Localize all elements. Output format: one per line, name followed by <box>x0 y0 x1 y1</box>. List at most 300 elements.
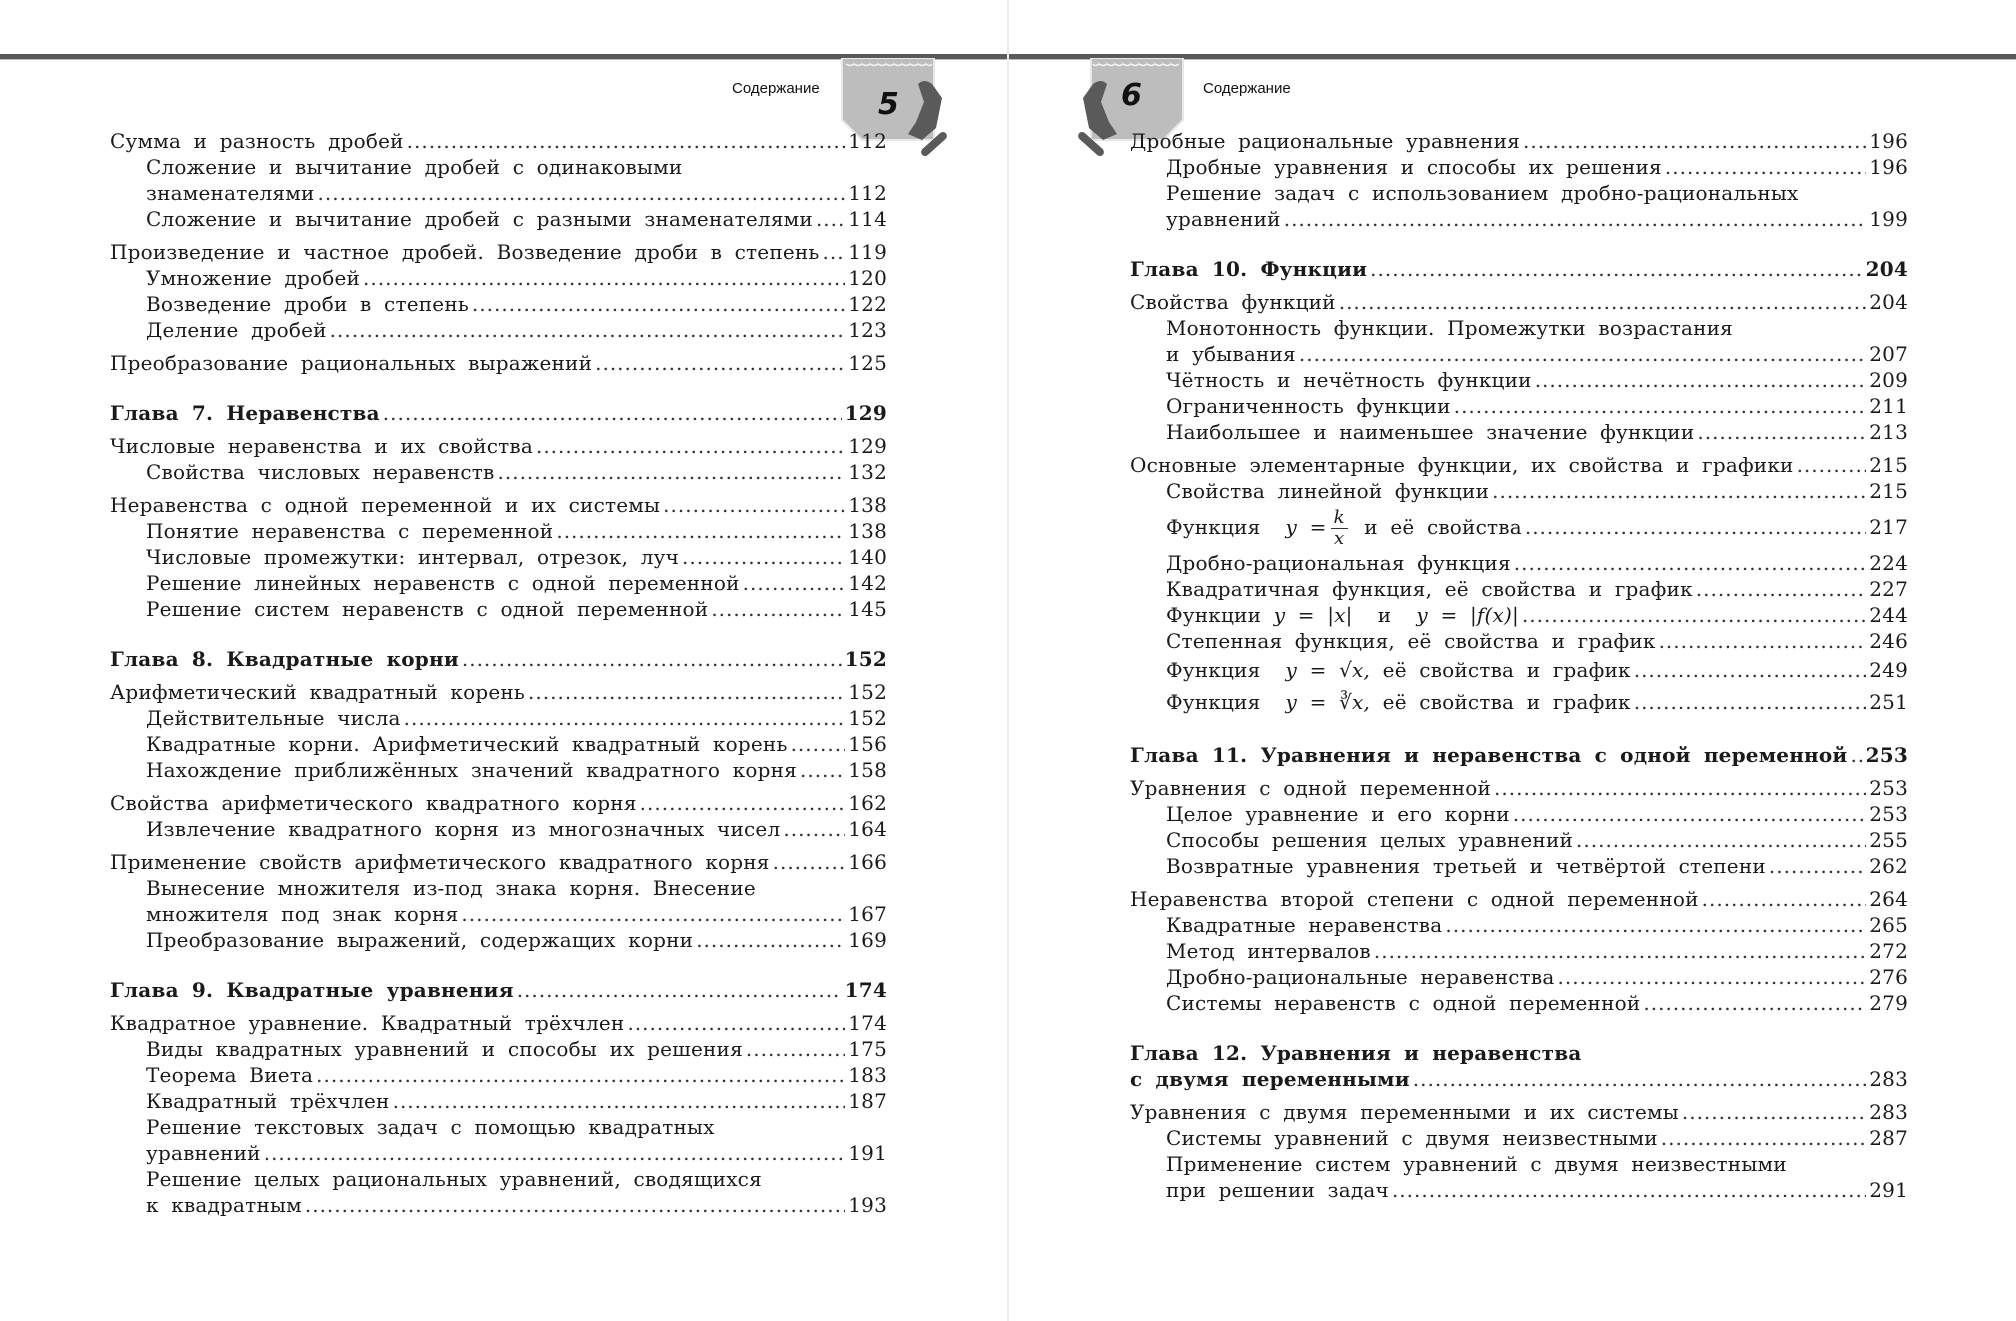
page-ref: 227 <box>1869 577 1908 601</box>
dot-leader <box>1769 853 1866 879</box>
dot-leader <box>393 1088 846 1114</box>
page-ref: 196 <box>1869 129 1908 153</box>
entry-title: Преобразование выражений, содержащих корни <box>146 928 694 952</box>
page-ref: 253 <box>1869 776 1908 800</box>
toc-entry[interactable] <box>110 317 887 343</box>
entry-title: Решение целых рациональных уравнений, сводящихся <box>146 1167 762 1191</box>
toc-entry[interactable] <box>1130 478 1908 504</box>
toc-entry[interactable] <box>110 1062 887 1088</box>
dot-leader <box>1697 419 1866 445</box>
page-ref: 191 <box>848 1141 887 1165</box>
entry-title: Решение систем неравенств с одной переменной <box>146 597 709 621</box>
toc-entry[interactable] <box>1130 775 1908 801</box>
left-page <box>0 0 1007 1321</box>
entry-title: Квадратные неравенства <box>1166 913 1443 937</box>
page-ref: 166 <box>848 850 887 874</box>
entry-title: Системы уравнений с двумя неизвестными <box>1166 1126 1658 1150</box>
page-ref: 142 <box>848 571 887 595</box>
toc-entry[interactable] <box>110 433 887 459</box>
formula: y = √x, <box>1285 658 1371 682</box>
toc-entry[interactable] <box>110 849 887 875</box>
dot-leader <box>1525 504 1866 550</box>
dot-leader <box>1535 367 1867 393</box>
toc-chapter-heading[interactable] <box>1130 256 1908 282</box>
toc-entry[interactable] <box>1130 686 1908 718</box>
entry-title: Извлечение квадратного корня из многозначных чисел <box>146 817 781 841</box>
entry-title: Виды квадратных уравнений и способы их решения <box>146 1037 743 1061</box>
entry-title: Глава 10. Функции <box>1130 257 1368 281</box>
dot-leader <box>1370 256 1862 282</box>
entry-title: Решение линейных неравенств с одной переменной <box>146 571 740 595</box>
page-ref: 209 <box>1869 368 1908 392</box>
entry-title: Свойства числовых неравенств <box>146 460 495 484</box>
toc-entry[interactable] <box>1130 154 1908 180</box>
dot-leader <box>1374 938 1866 964</box>
entry-title: Ограниченность функции <box>1166 394 1451 418</box>
page-ref: 255 <box>1869 828 1908 852</box>
dot-leader <box>536 433 845 459</box>
entry-title: с двумя переменными <box>1130 1067 1410 1091</box>
page-ref: 272 <box>1869 939 1908 963</box>
page-ref: 283 <box>1869 1067 1908 1091</box>
toc-chapter-heading[interactable] <box>110 977 887 1003</box>
page-ref: 249 <box>1869 658 1908 682</box>
page-ref: 183 <box>848 1063 887 1087</box>
page-ref: 204 <box>1869 290 1908 314</box>
toc-entry[interactable] <box>1130 128 1908 154</box>
toc-entry[interactable] <box>1130 827 1908 853</box>
dot-leader <box>1454 393 1867 419</box>
entry-title: Дробные рациональные уравнения <box>1130 129 1521 153</box>
entry-title: x <box>1333 528 1345 549</box>
dot-leader <box>773 849 846 875</box>
entry-title: Уравнения с одной переменной <box>1130 776 1492 800</box>
toc-entry[interactable] <box>1130 964 1908 990</box>
entry-title: Монотонность функции. Промежутки возрастания <box>1166 316 1733 340</box>
fraction-formula <box>1331 508 1348 549</box>
page-number: 6 <box>1121 78 1142 113</box>
page-ref: 158 <box>848 758 887 782</box>
dot-leader <box>1392 1177 1866 1203</box>
entry-title: Глава 9. Квадратные уравнения <box>110 978 514 1002</box>
toc-entry[interactable] <box>1130 1151 1908 1177</box>
page-ref: 193 <box>848 1193 887 1217</box>
dot-leader <box>1494 775 1866 801</box>
toc-entry[interactable] <box>110 705 887 731</box>
entry-title: Дробные уравнения и способы их решения <box>1166 155 1662 179</box>
dot-leader <box>1659 628 1867 654</box>
toc-entry[interactable] <box>1130 801 1908 827</box>
toc-entry[interactable] <box>110 291 887 317</box>
toc-entry[interactable] <box>110 596 887 622</box>
toc-entry[interactable] <box>1130 1125 1908 1151</box>
entry-title: Теорема Виета <box>146 1063 314 1087</box>
entry-title: Умножение дробей <box>146 266 361 290</box>
toc-entry[interactable] <box>110 265 887 291</box>
toc-entry[interactable] <box>1130 654 1908 686</box>
toc-entry[interactable] <box>1130 504 1908 550</box>
entry-title: Сумма и разность дробей <box>110 129 404 153</box>
formula: y = <box>1285 515 1327 539</box>
dot-leader <box>696 927 845 953</box>
toc-entry[interactable] <box>110 1114 887 1140</box>
page-ref: 129 <box>844 401 887 425</box>
page-ref: 119 <box>848 240 887 264</box>
entry-title: Функция <box>1166 515 1261 539</box>
entry-title: Применение систем уравнений с двумя неизвестными <box>1166 1152 1787 1176</box>
toc-entry[interactable] <box>110 1166 887 1192</box>
page-ref: 224 <box>1869 551 1908 575</box>
dot-leader <box>1797 452 1867 478</box>
entry-title: Нахождение приближённых значений квадратного корня <box>146 758 797 782</box>
toc-entry[interactable] <box>110 1036 887 1062</box>
toc-entry[interactable] <box>110 350 887 376</box>
dot-leader <box>1665 154 1866 180</box>
entry-title: Решение текстовых задач с помощью квадратных <box>146 1115 715 1139</box>
entry-title: Основные элементарные функции, их свойства и графики <box>1130 453 1794 477</box>
page-ref: 120 <box>848 266 887 290</box>
dot-leader <box>1513 801 1866 827</box>
dot-leader <box>1661 1125 1866 1151</box>
toc-entry[interactable] <box>110 927 887 953</box>
page-ref: 156 <box>848 732 887 756</box>
formula: y = |f(x)| <box>1416 603 1519 627</box>
toc-entry[interactable] <box>110 239 887 265</box>
page-ref: 138 <box>848 493 887 517</box>
toc-entry[interactable] <box>1130 1099 1908 1125</box>
dot-leader <box>528 679 845 705</box>
dot-leader <box>404 705 846 731</box>
entry-title: знаменателями <box>146 181 315 205</box>
formula: y = |x| <box>1273 603 1353 627</box>
toc-list-right <box>1130 128 1908 1203</box>
page-ref: 174 <box>848 1011 887 1035</box>
page-ref: 215 <box>1869 453 1908 477</box>
dot-leader <box>316 1062 845 1088</box>
page-ref: 264 <box>1869 887 1908 911</box>
toc-entry[interactable] <box>110 731 887 757</box>
page-ref: 262 <box>1869 854 1908 878</box>
page-ref: 287 <box>1869 1126 1908 1150</box>
toc-chapter-heading[interactable] <box>1130 742 1908 768</box>
dot-leader <box>1576 827 1866 853</box>
dot-leader <box>383 400 842 426</box>
entry-title: Числовые неравенства и их свойства <box>110 434 533 458</box>
entry-title: Наибольшее и наименьшее значение функции <box>1166 420 1695 444</box>
entry-title: Возведение дроби в степень <box>146 292 469 316</box>
dot-leader <box>1558 964 1867 990</box>
entry-title: Функция <box>1166 690 1261 714</box>
toc-entry[interactable] <box>1130 886 1908 912</box>
toc-entry[interactable] <box>1130 180 1908 206</box>
toc-entry-continuation[interactable] <box>1130 1177 1908 1203</box>
dot-leader <box>783 816 845 842</box>
toc-entry[interactable] <box>110 128 887 154</box>
page-ref: 129 <box>848 434 887 458</box>
entry-title: Сложение и вычитание дробей с разными знаменателями <box>146 207 813 231</box>
dot-leader <box>743 570 846 596</box>
dot-leader <box>305 1192 845 1218</box>
dot-leader <box>1696 576 1866 602</box>
toc-entry-continuation[interactable] <box>110 1140 887 1166</box>
toc-entry-continuation[interactable] <box>110 180 887 206</box>
dot-leader <box>1492 478 1866 504</box>
page-number: 5 <box>878 87 899 122</box>
entry-title: Квадратичная функция, её свойства и график <box>1166 577 1693 601</box>
dot-leader <box>791 731 846 757</box>
entry-title: Применение свойств арифметического квадратного корня <box>110 850 770 874</box>
toc-entry[interactable] <box>110 816 887 842</box>
entry-title: Функции <box>1166 603 1262 627</box>
page-ref: 125 <box>848 351 887 375</box>
page-ref: 211 <box>1869 394 1908 418</box>
entry-title: Неравенства второй степени с одной переменной <box>1130 887 1699 911</box>
dot-leader <box>1522 602 1866 628</box>
dot-leader <box>363 265 845 291</box>
page-ref: 204 <box>1865 257 1908 281</box>
toc-list-left <box>110 128 887 1218</box>
page-ref: 152 <box>848 706 887 730</box>
dot-leader <box>663 492 845 518</box>
dot-leader <box>640 790 846 816</box>
entry-title: и убывания <box>1166 342 1296 366</box>
dot-leader <box>1850 742 1862 768</box>
toc-entry[interactable] <box>1130 367 1908 393</box>
toc-entry[interactable] <box>110 790 887 816</box>
page-ref: 244 <box>1869 603 1908 627</box>
page-ref: 122 <box>848 292 887 316</box>
toc-entry[interactable] <box>1130 938 1908 964</box>
dot-leader <box>462 646 842 672</box>
toc-entry[interactable] <box>110 459 887 485</box>
toc-entry[interactable] <box>110 492 887 518</box>
dot-leader <box>1634 686 1867 718</box>
entry-title: и <box>1377 603 1392 627</box>
dot-leader <box>1514 550 1866 576</box>
entry-title: уравнений <box>146 1141 261 1165</box>
toc-entry[interactable] <box>110 679 887 705</box>
toc-chapter-heading-continuation[interactable] <box>1130 1066 1908 1092</box>
page-ref: 253 <box>1865 743 1908 767</box>
entry-title: Свойства линейной функции <box>1166 479 1490 503</box>
entry-title: Возвратные уравнения третьей и четвёртой степени <box>1166 854 1766 878</box>
toc-entry[interactable] <box>1130 550 1908 576</box>
toc-entry-continuation[interactable] <box>110 901 887 927</box>
dot-leader <box>1284 206 1867 232</box>
page-ref: 291 <box>1869 1178 1908 1202</box>
entry-title: Преобразование рациональных выражений <box>110 351 593 375</box>
page-ref: 283 <box>1869 1100 1908 1124</box>
entry-title <box>1166 654 1631 686</box>
toc-entry[interactable] <box>1130 393 1908 419</box>
page-ref: 199 <box>1869 207 1908 231</box>
entry-title: Целое уравнение и его корни <box>1166 802 1510 826</box>
entry-title: и её свойства <box>1364 515 1522 539</box>
page-ref: 174 <box>844 978 887 1002</box>
entry-title: Дробно-рациональные неравенства <box>1166 965 1555 989</box>
toc-entry[interactable] <box>1130 912 1908 938</box>
dot-leader <box>1634 654 1867 686</box>
entry-title: множителя под знак корня <box>146 902 459 926</box>
page-ref: 152 <box>848 680 887 704</box>
page-ref: 112 <box>848 129 887 153</box>
dot-leader <box>461 901 845 927</box>
toc-entry[interactable] <box>110 154 887 180</box>
dot-leader <box>682 544 845 570</box>
page-ref: 215 <box>1869 479 1908 503</box>
page-ref: 167 <box>848 902 887 926</box>
dot-leader <box>517 977 842 1003</box>
entry-title: её свойства и график <box>1382 690 1631 714</box>
dot-leader <box>823 239 846 265</box>
page-ref: 123 <box>848 318 887 342</box>
entry-title: Квадратный трёхчлен <box>146 1089 390 1113</box>
toc-chapter-heading[interactable] <box>110 400 887 426</box>
toc-entry-continuation[interactable] <box>1130 206 1908 232</box>
page-ref: 152 <box>844 647 887 671</box>
running-title: Содержание <box>732 80 820 97</box>
toc-entry[interactable] <box>110 757 887 783</box>
entry-title: Свойства арифметического квадратного корня <box>110 791 637 815</box>
dot-leader <box>498 459 846 485</box>
entry-title: Уравнения с двумя переменными и их системы <box>1130 1100 1679 1124</box>
entry-title: Решение задач с использованием дробно-рациональных <box>1166 181 1799 205</box>
dot-leader <box>1523 128 1866 154</box>
dot-leader <box>1682 1099 1866 1125</box>
entry-title: Действительные числа <box>146 706 401 730</box>
right-page <box>1009 0 2016 1321</box>
entry-title: k <box>1331 508 1348 529</box>
dot-leader <box>595 350 845 376</box>
dot-leader <box>800 757 845 783</box>
entry-title: Метод интервалов <box>1166 939 1371 963</box>
entry-title: Деление дробей <box>146 318 327 342</box>
page-ref: 265 <box>1869 913 1908 937</box>
entry-title: Системы неравенств с одной переменной <box>1166 991 1641 1015</box>
page-ref: 279 <box>1869 991 1908 1015</box>
page-ref: 164 <box>848 817 887 841</box>
entry-title: Глава 11. Уравнения и неравенства с одной переменной <box>1130 743 1848 767</box>
page-ref: 251 <box>1869 690 1908 714</box>
page-ref: 140 <box>848 545 887 569</box>
page-ref: 207 <box>1869 342 1908 366</box>
entry-title: Чётность и нечётность функции <box>1166 368 1532 392</box>
entry-title: Числовые промежутки: интервал, отрезок, луч <box>146 545 680 569</box>
dot-leader <box>746 1036 845 1062</box>
dot-leader <box>1413 1066 1866 1092</box>
toc-entry-continuation[interactable] <box>110 1192 887 1218</box>
dot-leader <box>264 1140 846 1166</box>
toc-entry[interactable] <box>1130 628 1908 654</box>
dot-leader <box>711 596 845 622</box>
toc-entry[interactable] <box>110 544 887 570</box>
dot-leader <box>1339 289 1867 315</box>
page-ref: 196 <box>1869 155 1908 179</box>
entry-title: Свойства функций <box>1130 290 1336 314</box>
toc-entry[interactable] <box>1130 452 1908 478</box>
entry-title <box>1166 504 1522 550</box>
dot-leader <box>1299 341 1866 367</box>
dot-leader <box>1643 990 1866 1016</box>
page-ref: 162 <box>848 791 887 815</box>
entry-title: Неравенства с одной переменной и их системы <box>110 493 661 517</box>
dot-leader <box>816 206 845 232</box>
running-title: Содержание <box>1203 80 1291 97</box>
page-ref: 169 <box>848 928 887 952</box>
entry-title: Дробно-рациональная функция <box>1166 551 1511 575</box>
dot-leader <box>627 1010 845 1036</box>
page-ref: 276 <box>1869 965 1908 989</box>
entry-title: Функция <box>1166 658 1261 682</box>
toc-entry[interactable] <box>1130 576 1908 602</box>
toc-entry[interactable] <box>1130 853 1908 879</box>
dot-leader <box>330 317 846 343</box>
toc-chapter-heading[interactable] <box>1130 1040 1908 1066</box>
page-ref: 246 <box>1869 629 1908 653</box>
entry-title: её свойства и график <box>1382 658 1631 682</box>
entry-title: Сложение и вычитание дробей с одинаковыми <box>146 155 683 179</box>
page-ref: 175 <box>848 1037 887 1061</box>
entry-title: к квадратным <box>146 1193 302 1217</box>
entry-title: Квадратные корни. Арифметический квадратный корень <box>146 732 788 756</box>
page-ref: 145 <box>848 597 887 621</box>
page-ref: 213 <box>1869 420 1908 444</box>
toc-entry[interactable] <box>1130 315 1908 341</box>
toc-entry[interactable] <box>110 570 887 596</box>
dot-leader <box>1702 886 1867 912</box>
page-ref: 217 <box>1869 515 1908 539</box>
entry-title: при решении задач <box>1166 1178 1389 1202</box>
page-ref: 138 <box>848 519 887 543</box>
formula: y = ∛x, <box>1285 690 1371 714</box>
page-ref: 132 <box>848 460 887 484</box>
page-ref: 187 <box>848 1089 887 1113</box>
toc-entry[interactable] <box>1130 990 1908 1016</box>
toc-entry[interactable] <box>1130 602 1908 628</box>
entry-title <box>1166 602 1519 628</box>
toc-entry[interactable] <box>110 1010 887 1036</box>
toc-entry[interactable] <box>1130 419 1908 445</box>
toc-entry[interactable] <box>110 518 887 544</box>
entry-title: уравнений <box>1166 207 1281 231</box>
dot-leader <box>472 291 845 317</box>
entry-title: Произведение и частное дробей. Возведение дроби в степень <box>110 240 820 264</box>
entry-title: Понятие неравенства с переменной <box>146 519 554 543</box>
dot-leader <box>556 518 845 544</box>
toc-chapter-heading[interactable] <box>110 646 887 672</box>
dot-leader <box>1445 912 1866 938</box>
toc-entry[interactable] <box>1130 289 1908 315</box>
page-ref: 114 <box>848 207 887 231</box>
entry-title: Арифметический квадратный корень <box>110 680 526 704</box>
toc-entry-continuation[interactable] <box>1130 341 1908 367</box>
entry-title: Глава 12. Уравнения и неравенства <box>1130 1041 1582 1065</box>
entry-title: Вынесение множителя из-под знака корня. Внесение <box>146 876 756 900</box>
entry-title <box>1166 686 1631 718</box>
dot-leader <box>318 180 846 206</box>
toc-entry[interactable] <box>110 875 887 901</box>
entry-title: Способы решения целых уравнений <box>1166 828 1574 852</box>
page-ref: 253 <box>1869 802 1908 826</box>
toc-entry[interactable] <box>110 1088 887 1114</box>
toc-entry[interactable] <box>110 206 887 232</box>
entry-title: Степенная функция, её свойства и график <box>1166 629 1656 653</box>
entry-title: Квадратное уравнение. Квадратный трёхчлен <box>110 1011 625 1035</box>
page-ref: 112 <box>848 181 887 205</box>
entry-title: Глава 7. Неравенства <box>110 401 380 425</box>
entry-title: Глава 8. Квадратные корни <box>110 647 459 671</box>
dot-leader <box>407 128 846 154</box>
